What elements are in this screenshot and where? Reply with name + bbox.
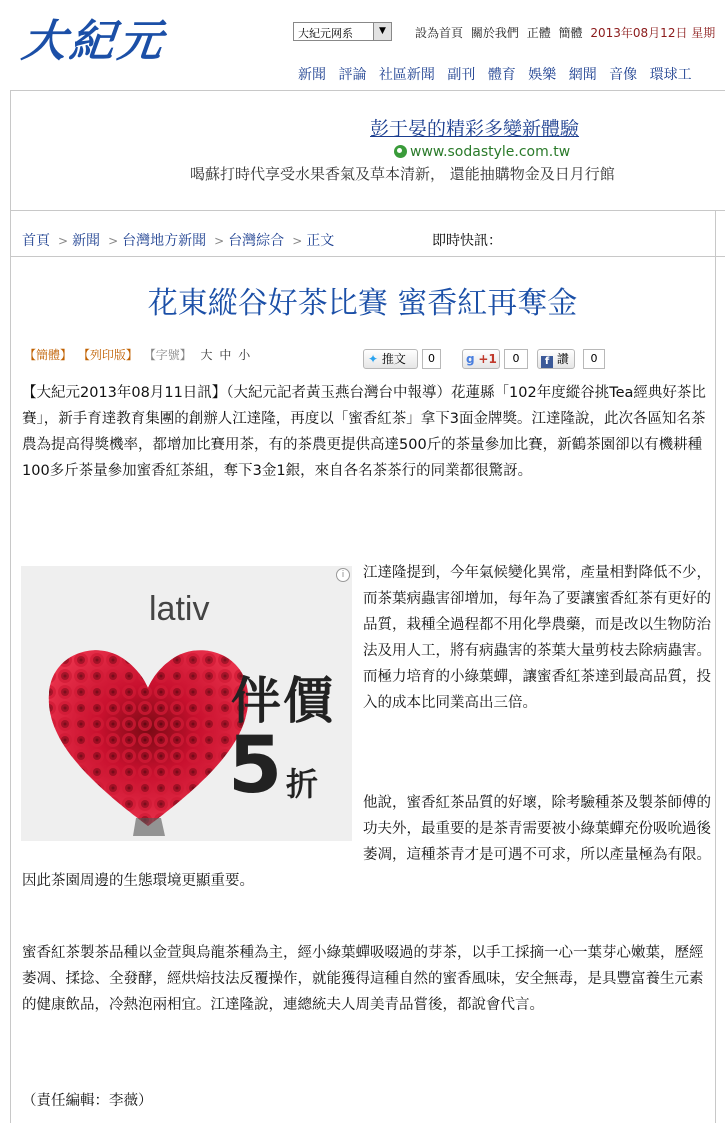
google-g-icon: g [466, 352, 475, 366]
nav-item-opinion[interactable]: 評論 [338, 67, 367, 83]
tweet-count: 0 [422, 349, 441, 369]
content-right-border [715, 210, 716, 1123]
nav-item-media[interactable]: 音像 [609, 67, 638, 83]
nav-item-community[interactable]: 社區新聞 [378, 67, 435, 83]
article-paragraph: 蜜香紅茶製茶品種以金萱與烏龍茶種為主，經小綠葉蟬吸啜過的芽茶，以手工採摘一心一葉芽心嫩葉，歷經萎凋、揉捻、全發酵，經烘焙技法反覆操作，就能獲得這種自然的蜜香風味，安全無毒，是具豐富養生元素的健康飲品，冷熱泡兩相宜。江達隆說，連總統夫人周美青品嘗後，都說會代言。 [22, 945, 704, 1013]
ad-discount-number: 5 [228, 721, 283, 811]
font-size-label: 【字號】 [143, 348, 192, 362]
breaking-news-label: 即時快訊： [432, 233, 502, 249]
site-network-select[interactable] [293, 22, 392, 41]
about-us-link[interactable]: 關於我們 [470, 26, 519, 40]
font-size-medium-button[interactable]: 中 [219, 348, 232, 362]
twitter-bird-icon: ✦ [368, 352, 379, 366]
nav-item-supplement[interactable]: 副刊 [447, 67, 476, 83]
ad-banner-url[interactable] [394, 144, 570, 160]
breadcrumb-divider [10, 256, 725, 257]
article-paragraph: 他說，蜜香紅茶品質的好壞，除考驗種茶及製茶師傅的功夫外，最重要的是茶青需要被小綠葉蟬充份吸吮過後萎凋，這種茶青才是可遇不可求，所以產量極為有限。因此茶園周邊的生態環境更顯重要。 [22, 790, 712, 894]
ad-brand-name: lativ [149, 590, 210, 628]
header-date: 2013年08月12日 星期 [590, 26, 716, 40]
responsible-editor: （責任編輯：李薇） [22, 1093, 153, 1109]
sodastyle-logo-icon [394, 145, 407, 158]
breadcrumb-home[interactable]: 首頁 [22, 233, 50, 249]
tweet-label: 推文 [381, 352, 406, 366]
breadcrumb-separator-icon: > [58, 234, 69, 248]
simplified-chinese-link[interactable]: 簡體 [558, 26, 583, 40]
article-tools [24, 346, 250, 363]
traditional-chinese-link[interactable]: 正體 [526, 26, 551, 40]
ad-banner-description[interactable]: 喝蘇打時代享受水果香氣及草本清新， 還能抽購物金及日月行館 [190, 165, 615, 183]
chevron-down-icon[interactable]: ▼ [373, 23, 391, 40]
site-logo[interactable]: 大紀元 [19, 16, 169, 67]
breadcrumb [22, 230, 334, 250]
ad-promo-text: 伴價 [231, 672, 335, 730]
simplified-chinese-button[interactable]: 【簡體】 [24, 348, 73, 362]
nav-item-web-news[interactable]: 網聞 [568, 67, 597, 83]
breadcrumb-separator-icon: > [292, 234, 303, 248]
ad-banner-title[interactable]: 彭于晏的精彩多變新體驗 [370, 118, 580, 140]
breadcrumb-separator-icon: > [108, 234, 119, 248]
article-title: 花東縱谷好茶比賽 蜜香紅再奪金 [147, 286, 578, 321]
site-select-value: 大紀元网系 [298, 27, 353, 40]
nav-item-entertainment[interactable]: 娛樂 [528, 67, 557, 83]
facebook-icon: f [541, 356, 553, 368]
tweet-button[interactable] [363, 349, 418, 369]
ad-discount-unit: 折 [286, 765, 319, 803]
ad-wrap-spacer [22, 790, 363, 868]
google-plus-button[interactable] [462, 349, 500, 369]
ad-banner-divider [10, 210, 725, 211]
nav-item-sports[interactable]: 體育 [487, 67, 516, 83]
content-left-border [10, 210, 11, 1123]
breadcrumb-separator-icon: > [214, 234, 225, 248]
ad-info-icon[interactable]: i [336, 568, 350, 582]
header-divider [10, 90, 725, 91]
gplus-count: 0 [504, 349, 528, 369]
gplus-label: +1 [478, 352, 497, 366]
font-size-small-button[interactable]: 小 [238, 348, 251, 362]
font-size-large-button[interactable]: 大 [200, 348, 213, 362]
article-paragraph: 【大紀元2013年08月11日訊】（大紀元記者黃玉燕台灣台中報導）花蓮縣「102年度縱谷挑Tea經典好茶比賽」，新手育達教育集團的創辦人江達隆，再度以「蜜香紅茶」拿下3面金牌獎。江達隆說，此次各區知名茶農為提高得獎機率，都增加比賽用茶，有的茶農更提供高達500斤的茶量參加比賽，新鶴茶園卻以有機耕種100多斤茶量參加蜜香紅茶組，奪下3金1銀，來自各名茶茶行的同業都很驚訝。 [22, 385, 706, 479]
facebook-like-button[interactable] [537, 349, 575, 369]
ad-banner-left-border [10, 90, 11, 210]
nav-item-global[interactable]: 環球工 [649, 67, 692, 83]
breadcrumb-taiwan-local[interactable]: 台灣地方新聞 [122, 233, 207, 249]
breadcrumb-news[interactable]: 新聞 [72, 233, 101, 249]
breadcrumb-taiwan-general[interactable]: 台灣綜合 [228, 233, 285, 249]
facebook-count: 0 [583, 349, 605, 369]
ad-banner-url-text: www.sodastyle.com.tw [410, 144, 571, 160]
facebook-like-label: 讚 [556, 352, 569, 366]
nav-item-news[interactable]: 新聞 [298, 67, 326, 83]
top-links [415, 24, 719, 41]
main-nav [298, 64, 700, 84]
article-paragraph: 江達隆提到，今年氣候變化異常，產量相對降低不少，而茶葉病蟲害卻增加，每年為了要讓蜜香紅茶有更好的品質，栽種全過程都不用化學農藥，而是改以生物防治法及用人工，將有病蟲害的茶葉大量剪枝去除病蟲害。而極力培育的小綠葉蟬，讓蜜香紅茶達到最高品質，投入的成本比同業高出三倍。 [363, 565, 711, 711]
set-homepage-link[interactable]: 設為首頁 [415, 26, 464, 40]
breadcrumb-current: 正文 [306, 233, 335, 249]
print-version-button[interactable]: 【列印版】 [77, 348, 138, 362]
